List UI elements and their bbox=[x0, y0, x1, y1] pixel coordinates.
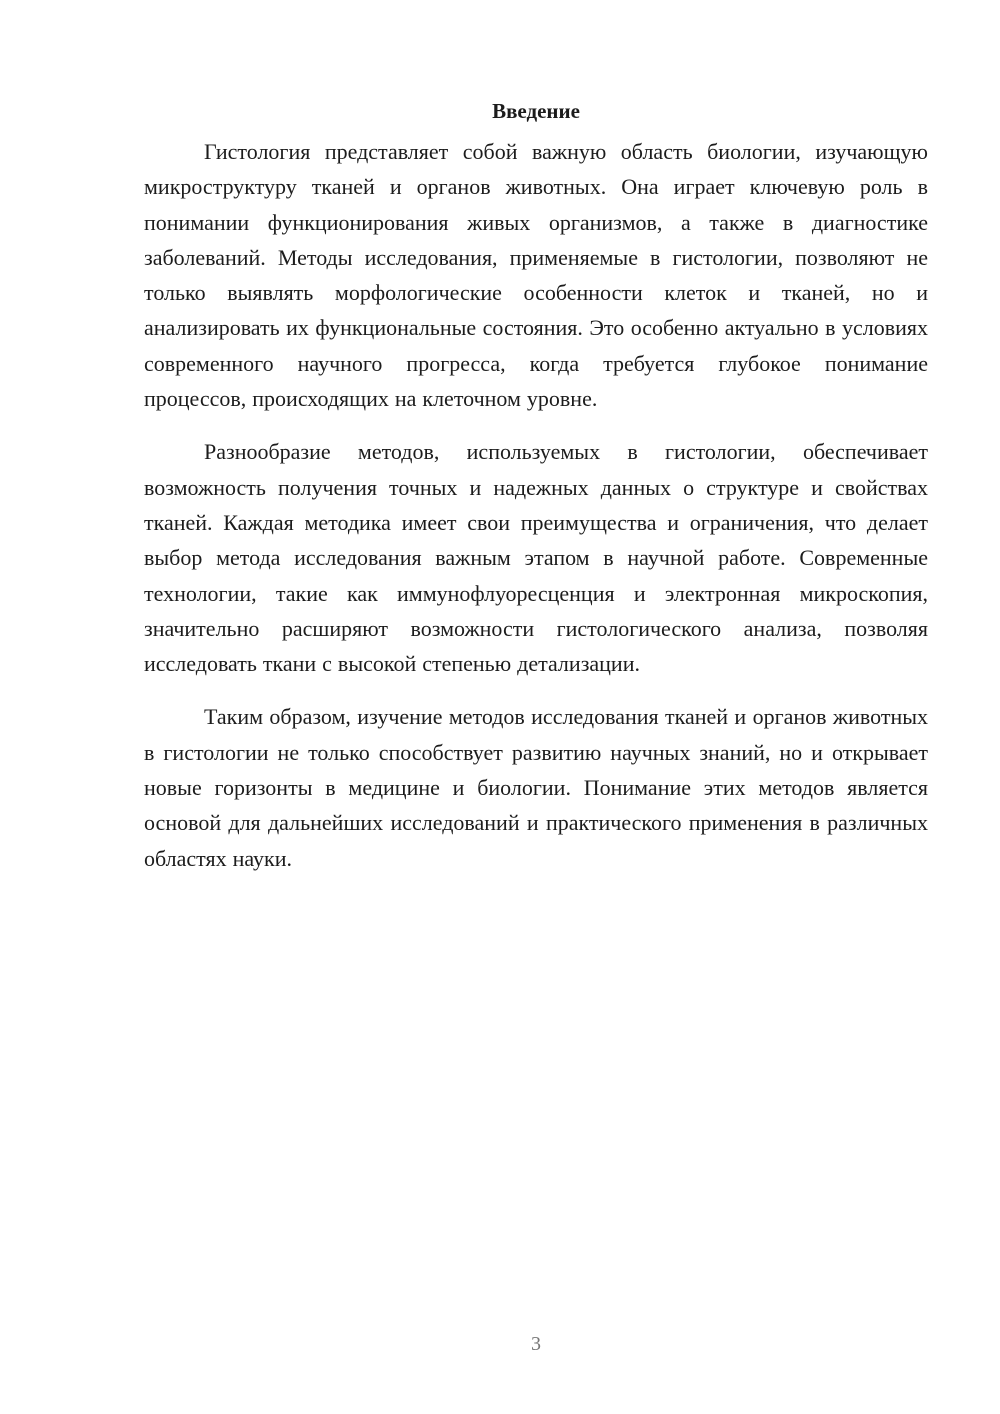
page-number: 3 bbox=[531, 1333, 541, 1355]
section-heading: Введение bbox=[492, 99, 580, 123]
paragraph-intro: Гистология представляет собой важную область биологии, изучающую микроструктуру тканей и органов животных. Она играет ключевую роль в понимании функционирования живых организмов, а также в диагностике заболеваний. Методы исследования, применяемые в гистологии, позволяют не только выявлять морфологические особенности клеток и тканей, но и анализировать их функциональные состояния. Это особенно актуально в условиях современного научного прогресса, когда требуется глубокое понимание процессов, происходящих на клеточном уровне. bbox=[144, 139, 928, 412]
paragraph-conclusion: Таким образом, изучение методов исследования тканей и органов животных в гистологии не только способствует развитию научных знаний, но и открывает новые горизонты в медицине и биологии. Понимание этих методов является основой для дальнейших исследований и практического применения в различных областях науки. bbox=[144, 704, 928, 871]
page-content bbox=[144, 96, 928, 876]
paragraph-methods: Разнообразие методов, используемых в гистологии, обеспечивает возможность получения точных и надежных данных о структуре и свойствах тканей. Каждая методика имеет свои преимущества и ограничения, что делает выбор метода исследования важным этапом в научной работе. Современные технологии, такие как иммунофлуоресценция и электронная микроскопия, значительно расширяют возможности гистологического анализа, позволяя исследовать ткани с высокой степенью детализации. bbox=[144, 439, 928, 677]
